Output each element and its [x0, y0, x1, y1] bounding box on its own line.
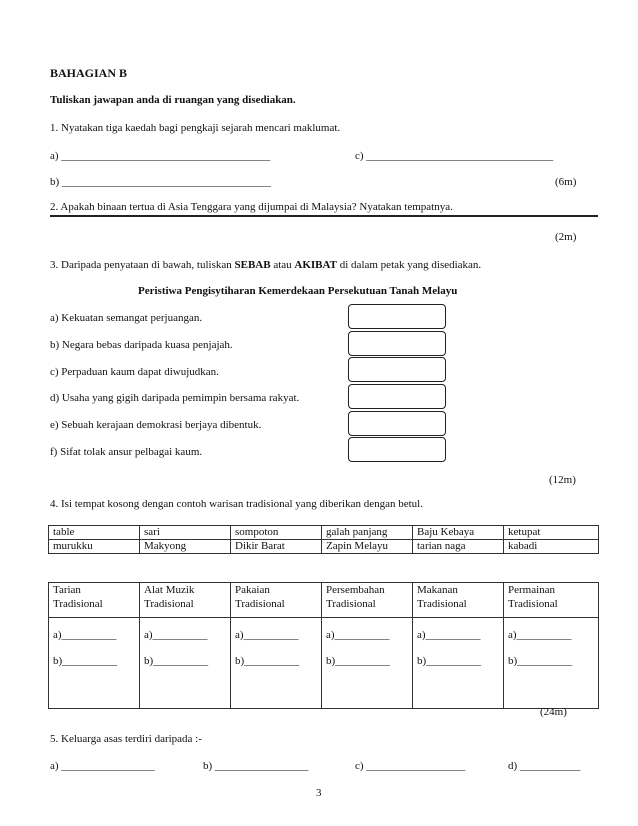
header-cell-alat-muzik: Alat Muzik Tradisional [140, 583, 231, 618]
q1-answer-b[interactable]: b) ______________________________________ [50, 176, 271, 188]
answer-blank-row [49, 618, 599, 709]
q2-text: 2. Apakah binaan tertua di Asia Tenggara yang dijumpai di Malaysia? Nyatakan tempatnya. [50, 201, 453, 213]
word-bank-row [49, 526, 599, 540]
q4-text: 4. Isi tempat kosong dengan contoh warisan tradisional yang diberikan dengan betul. [50, 498, 423, 510]
header-cell-tarian: Tarian Tradisional [49, 583, 140, 618]
q3-answer-box-a[interactable] [348, 304, 446, 329]
q4-marks: (24m) [540, 706, 567, 718]
header-cell-permainan: Permainan Tradisional [504, 583, 599, 618]
word-cell: Baju Kebaya [413, 526, 504, 540]
q5-answer-c[interactable]: c) __________________ [355, 760, 466, 772]
word-cell: kabadi [504, 540, 599, 554]
instruction: Tuliskan jawapan anda di ruangan yang disediakan. [50, 94, 296, 106]
blank-cell[interactable]: a)__________ b)__________ [322, 618, 413, 709]
q2-marks: (2m) [555, 231, 577, 243]
word-bank-table [48, 525, 599, 554]
section-heading: BAHAGIAN B [50, 66, 128, 80]
q3-title: Peristiwa Pengisytiharan Kemerdekaan Persekutuan Tanah Melayu [138, 285, 458, 297]
q1-text: 1. Nyatakan tiga kaedah bagi pengkaji sejarah mencari maklumat. [50, 122, 341, 134]
q3-answer-box-b[interactable] [348, 331, 446, 356]
q3-sebab: SEBAB [234, 259, 271, 271]
q3-item-a: a) Kekuatan semangat perjuangan. [50, 312, 203, 324]
q3-atau: atau [270, 259, 295, 271]
q5-text: 5. Keluarga asas terdiri daripada :- [50, 733, 202, 745]
word-cell: sompoton [231, 526, 322, 540]
q1-answer-c[interactable]: c) __________________________________ [355, 150, 554, 162]
q3-item-c: c) Perpaduan kaum dapat diwujudkan. [50, 366, 219, 378]
q3-text-pre: 3. Daripada penyataan di bawah, tuliskan [50, 259, 235, 271]
header-cell-pakaian: Pakaian Tradisional [231, 583, 322, 618]
q2-answer-line[interactable] [50, 215, 598, 217]
blank-cell[interactable]: a)__________ b)__________ [413, 618, 504, 709]
answer-table [48, 582, 599, 709]
q3-answer-box-d[interactable] [348, 384, 446, 409]
q5-answer-d[interactable]: d) ___________ [508, 760, 581, 772]
blank-cell[interactable]: a)__________ b)__________ [140, 618, 231, 709]
header-cell-persembahan: Persembahan Tradisional [322, 583, 413, 618]
word-cell: Dikir Barat [231, 540, 322, 554]
blank-cell[interactable]: a)__________ b)__________ [231, 618, 322, 709]
page-number: 3 [316, 787, 322, 799]
header-cell-makanan: Makanan Tradisional [413, 583, 504, 618]
word-cell: Makyong [140, 540, 231, 554]
word-cell: tarian naga [413, 540, 504, 554]
q1-answer-a[interactable]: a) ______________________________________ [50, 150, 271, 162]
word-cell: sari [140, 526, 231, 540]
q3-answer-box-c[interactable] [348, 357, 446, 382]
q5-answer-a[interactable]: a) _________________ [50, 760, 155, 772]
answer-header-row [49, 583, 599, 618]
word-cell: galah panjang [322, 526, 413, 540]
word-cell: Zapin Melayu [322, 540, 413, 554]
q3-marks: (12m) [549, 474, 576, 486]
q3-item-e: e) Sebuah kerajaan demokrasi berjaya dibentuk. [50, 419, 262, 431]
q1-marks: (6m) [555, 176, 577, 188]
q3-text [50, 259, 481, 271]
word-cell: ketupat [504, 526, 599, 540]
q3-answer-box-e[interactable] [348, 411, 446, 436]
q3-akibat: AKIBAT [294, 259, 337, 271]
blank-cell[interactable]: a)__________ b)__________ [49, 618, 140, 709]
word-cell: murukku [49, 540, 140, 554]
blank-cell[interactable]: a)__________ b)__________ [504, 618, 599, 709]
q3-text-post: di dalam petak yang disediakan. [337, 259, 482, 271]
q3-answer-box-f[interactable] [348, 437, 446, 462]
word-cell: table [49, 526, 140, 540]
q3-item-d: d) Usaha yang gigih daripada pemimpin bersama rakyat. [50, 392, 300, 404]
q3-item-f: f) Sifat tolak ansur pelbagai kaum. [50, 446, 203, 458]
q3-item-b: b) Negara bebas daripada kuasa penjajah. [50, 339, 233, 351]
q5-answer-b[interactable]: b) _________________ [203, 760, 309, 772]
word-bank-row [49, 540, 599, 554]
